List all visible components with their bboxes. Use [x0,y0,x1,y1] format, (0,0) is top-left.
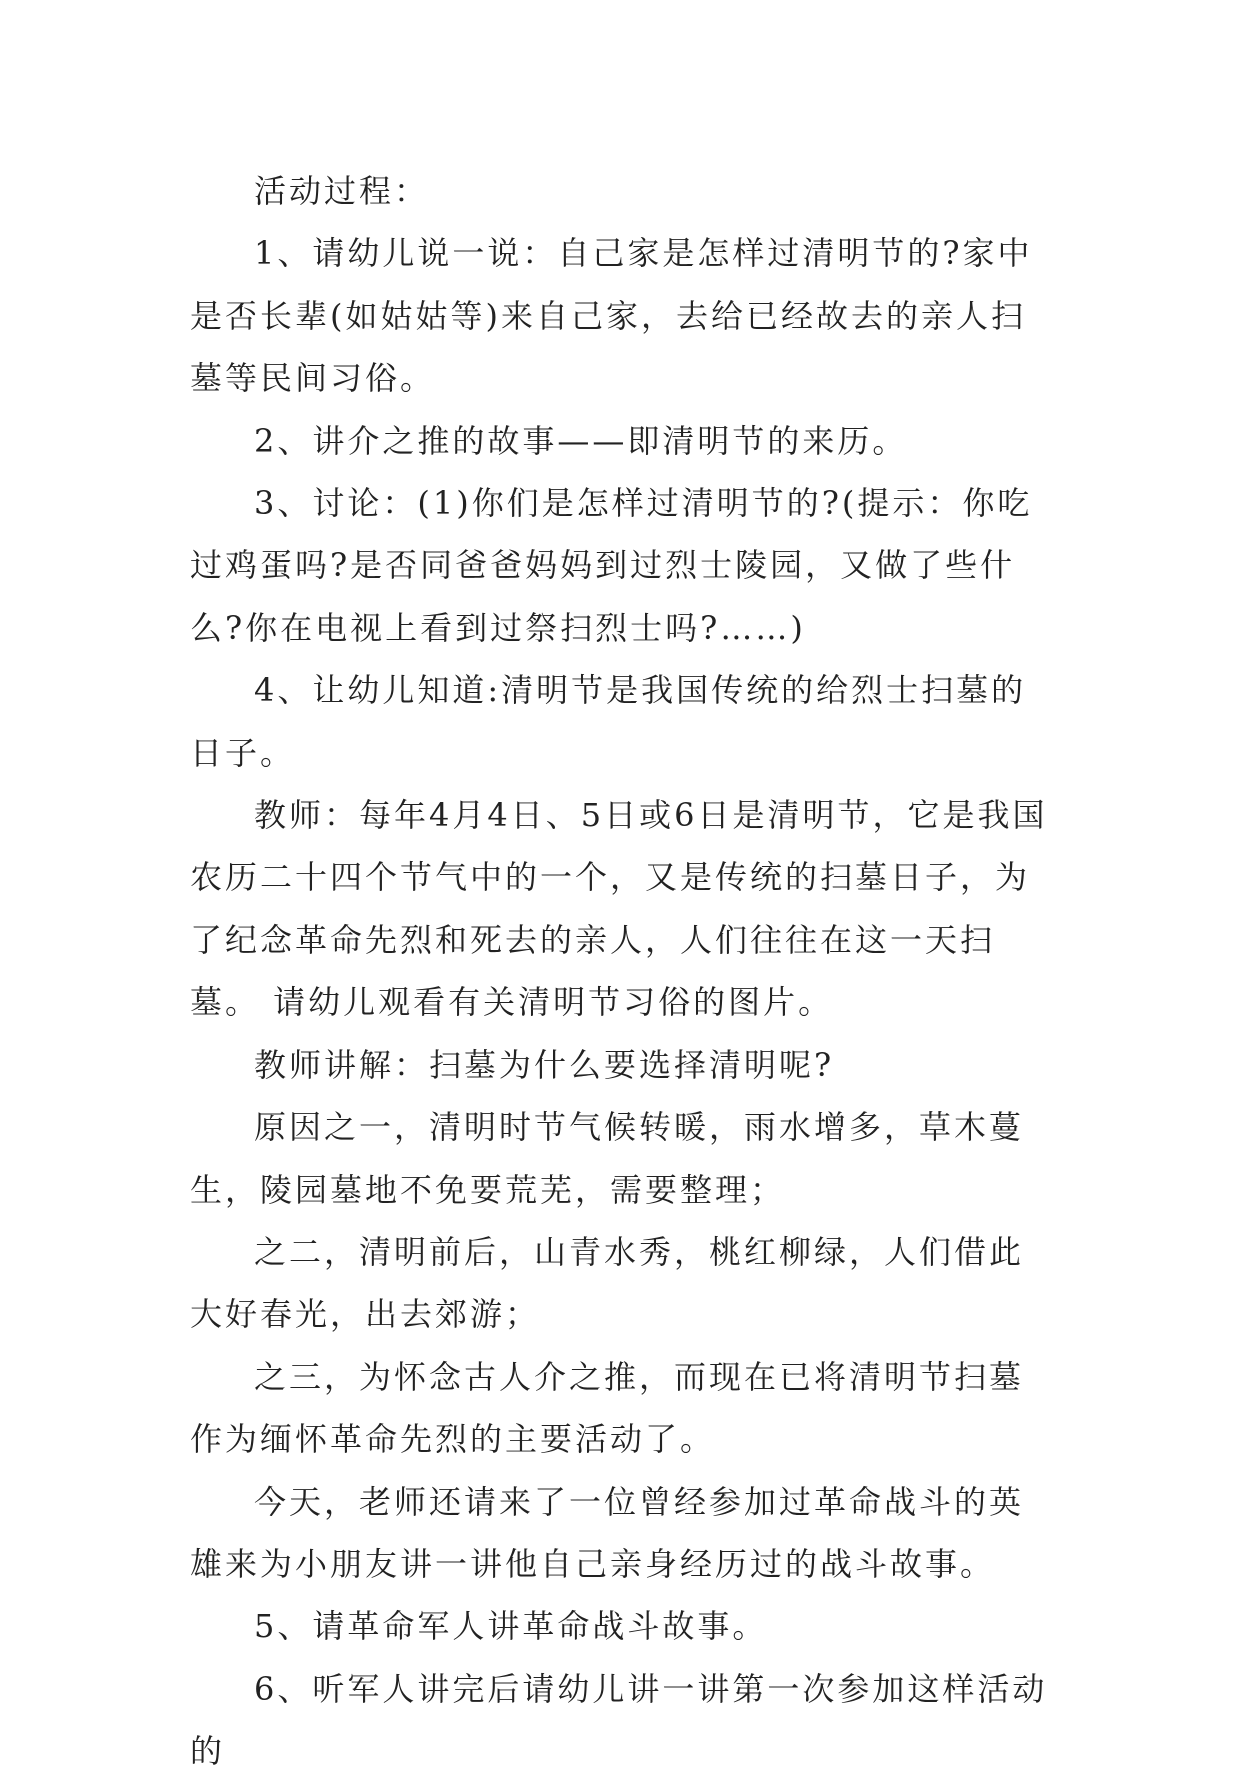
paragraph-reason-2: 之二，清明前后，山青水秀，桃红柳绿，人们借此大好春光，出去郊游； [190,1232,1025,1334]
paragraph-reason-3: 之三，为怀念古人介之推，而现在已将清明节扫墓作为缅怀革命先烈的主要活动了。 [190,1357,1025,1459]
paragraph-step-2: 2、讲介之推的故事——即清明节的来历。 [254,421,908,460]
paragraph-step-5: 5、请革命军人讲革命战斗故事。 [254,1607,768,1646]
paragraph-step-1: 1、请幼儿说一说：自己家是怎样过清明节的?家中是否长辈(如姑姑等)来自己家，去给已经故去的亲人扫墓等民间习俗。 [190,234,1033,398]
paragraph-today: 今天，老师还请来了一位曾经参加过革命战斗的英雄来为小朋友讲一讲他自己亲身经历过的战斗故事。 [190,1482,1025,1583]
paragraph-teacher-explain: 教师讲解：扫墓为什么要选择清明呢? [254,1045,835,1084]
paragraph-step-4: 4、让幼儿知道:清明节是我国传统的给烈士扫墓的日子。 [190,671,1027,772]
paragraph-step-6: 6、听军人讲完后请幼儿讲一讲第一次参加这样活动的 [190,1669,1048,1771]
paragraph-activity-process-heading: 活动过程： [254,172,430,210]
document-body [190,160,1050,1783]
paragraph-reason-1: 原因之一，清明时节气候转暖，雨水增多，草木蔓生，陵园墓地不免要荒芜，需要整理； [190,1108,1025,1209]
paragraph-teacher-intro: 教师：每年4月4日、5日或6日是清明节，它是我国农历二十四个节气中的一个，又是传统的扫墓日子，为了纪念革命先烈和死去的亲人，人们往往在这一天扫墓。 请幼儿观看有关清明节习俗的图片。 [190,796,1048,1022]
paragraph-step-3: 3、讨论：(1)你们是怎样过清明节的?(提示：你吃过鸡蛋吗?是否同爸爸妈妈到过烈士陵园，又做了些什么?你在电视上看到过祭扫烈士吗?……) [190,484,1033,647]
